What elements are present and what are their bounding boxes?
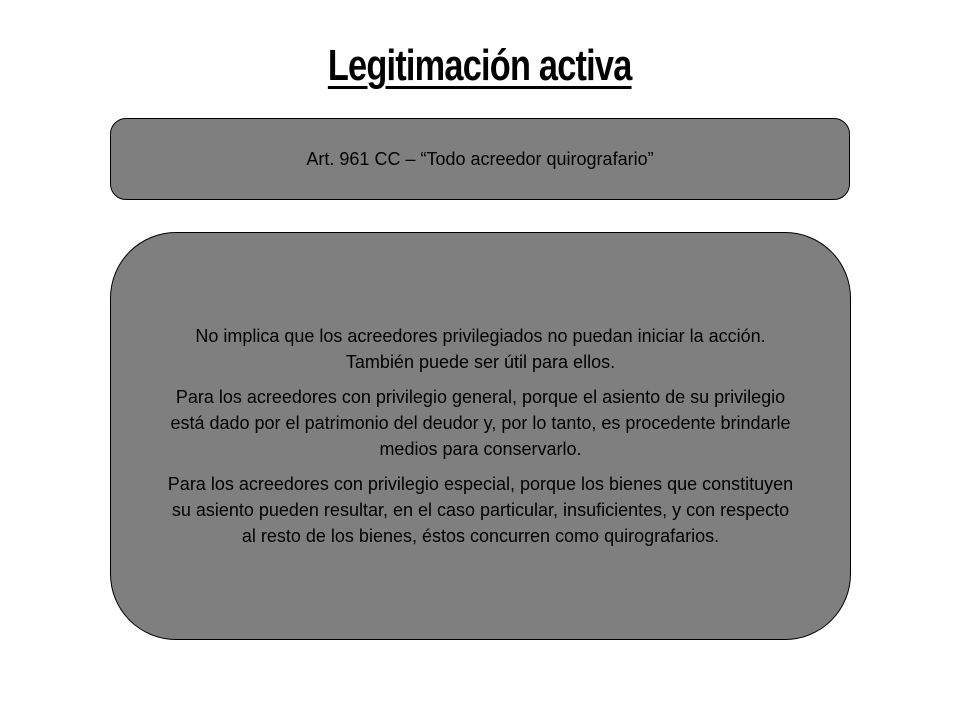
explanation-box bbox=[110, 232, 851, 640]
explanation-paragraph: No implica que los acreedores privilegiados no puedan iniciar la acción. También puede ser útil para ellos. bbox=[195, 326, 766, 372]
slide-title bbox=[0, 40, 960, 92]
article-box-text: Art. 961 CC – “Todo acreedor quirografario” bbox=[306, 148, 654, 169]
article-box bbox=[110, 118, 850, 200]
explanation-paragraph: Para los acreedores con privilegio general, porque el asiento de su privilegio está dado por el patrimonio del deudor y, por lo tanto, es procedente brindarle medios para conservarlo. bbox=[170, 387, 791, 459]
explanation-paragraph: Para los acreedores con privilegio especial, porque los bienes que constituyen su asiento pueden resultar, en el caso particular, insuficientes, y con respecto al resto de los bienes, éstos concurren como quirografarios. bbox=[167, 474, 794, 546]
slide-title-text: Legitimación activa bbox=[328, 41, 632, 90]
